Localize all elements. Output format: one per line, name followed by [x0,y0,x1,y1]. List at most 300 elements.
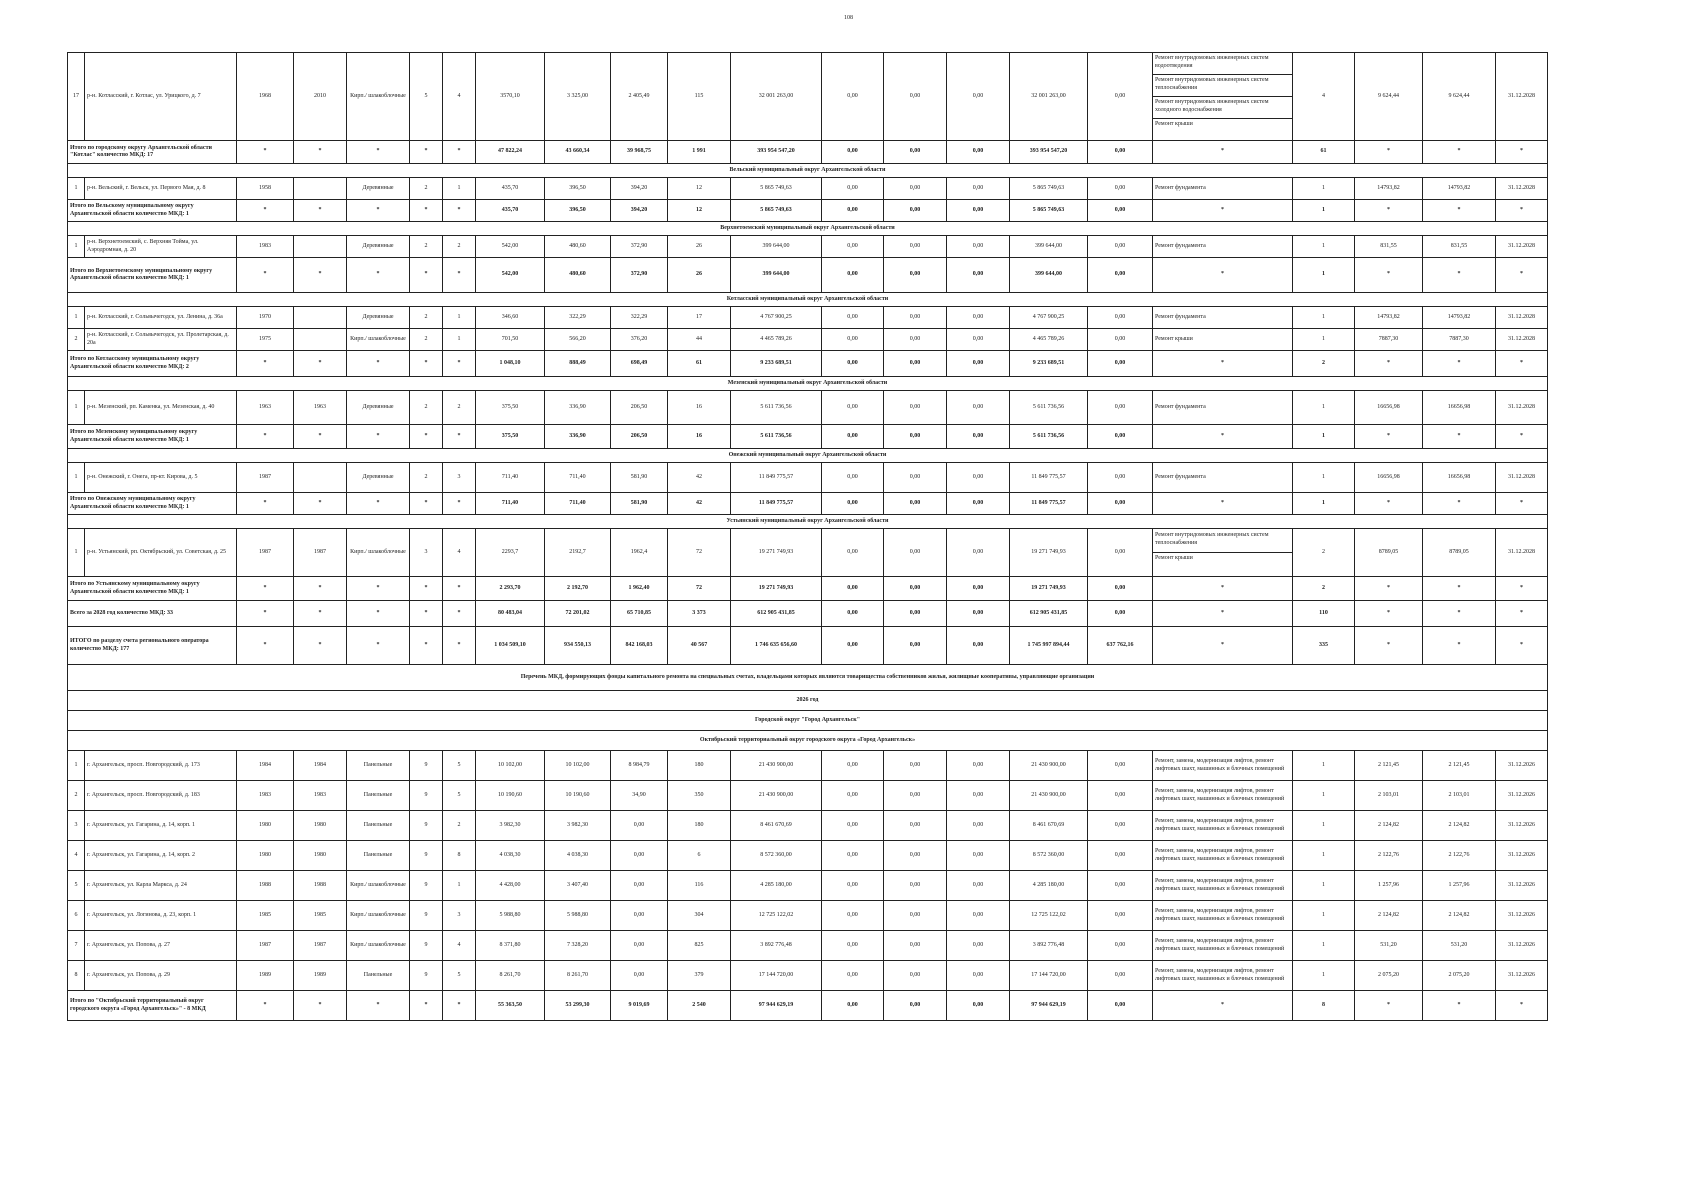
total-f3: 0,00 [947,991,1010,1021]
work-type: Ремонт, замена, модернизация лифтов, ремонт лифтовых шахт, машинных и блочных помещений [1155,788,1285,802]
floors-placeholder: * [410,351,443,377]
fund-local: 0,00 [947,811,1010,841]
total-row [68,493,1548,515]
address: р-н. Устьянский, рп. Октябрьский, ул. Советская, д. 25 [85,529,237,577]
total-f2: 0,00 [884,141,947,164]
works-count: 8 [1293,991,1355,1021]
owners-funds: 11 849 775,57 [1010,463,1088,493]
repair-cost: 32 001 263,00 [731,53,822,141]
floors-placeholder: * [410,601,443,627]
works-placeholder: * [1153,577,1293,601]
section-title: Перечень МКД, формирующих фонды капитального ремонта на специальных счетах, владельцами которых являются товарищества собственников жилья, жилищные кооперативы, управляющие организации [68,665,1548,691]
total-label: Итого по городскому округу Архангельской области "Котлас" количество МКД: 17 [68,141,237,164]
total-label: Всего за 2028 год количество МКД: 33 [68,601,237,627]
max-unit-cost: 16656,98 [1423,391,1496,425]
residents-count: 12 [668,178,731,200]
unit-cost-placeholder: * [1355,200,1423,222]
build-year: 1989 [237,961,294,991]
fund-regional: 0,00 [884,931,947,961]
build-year-placeholder: * [237,601,294,627]
fund-local: 0,00 [947,53,1010,141]
residential-area: 3 982,30 [545,811,611,841]
commission-year: 2010 [294,53,347,141]
fund-local: 0,00 [947,463,1010,493]
private-area: 8 984,79 [611,751,668,781]
table-row [68,871,1548,901]
total-label: Итого по Котласскому муниципальному округу Архангельской области количество МКД: 2 [68,351,237,377]
works-placeholder: * [1153,141,1293,164]
address: г. Архангельск, ул. Попова, д. 27 [85,931,237,961]
residential-area: 7 328,20 [545,931,611,961]
residents-count: 16 [668,391,731,425]
wall-material-placeholder: * [347,141,410,164]
max-unit-cost-placeholder: * [1423,425,1496,449]
row-number: 5 [68,871,85,901]
entrances-placeholder: * [443,627,476,665]
total-f3: 0,00 [947,601,1010,627]
row-number: 1 [68,751,85,781]
total-own: 393 954 547,20 [1010,141,1088,164]
residents-count: 116 [668,871,731,901]
repair-cost: 17 144 720,00 [731,961,822,991]
address: р-н. Онежский, г. Онега, пр-кт. Кирова, д. 5 [85,463,237,493]
deadline: 31.12.2026 [1496,811,1548,841]
total-own: 5 865 749,63 [1010,200,1088,222]
fund-regional: 0,00 [884,751,947,781]
deadline: 31.12.2028 [1496,391,1548,425]
repair-cost: 399 644,00 [731,236,822,258]
other-funds: 0,00 [1088,931,1153,961]
fund-federal: 0,00 [822,463,884,493]
total-a3: 1 962,40 [611,577,668,601]
total-f1: 0,00 [822,493,884,515]
total-f3: 0,00 [947,493,1010,515]
fund-regional: 0,00 [884,391,947,425]
deadline: 31.12.2026 [1496,931,1548,961]
commission-year-placeholder: * [294,200,347,222]
work-type: Ремонт крыши [1155,335,1193,342]
deadline: 31.12.2026 [1496,961,1548,991]
unit-cost-placeholder: * [1355,601,1423,627]
section-title: Мезенский муниципальный округ Архангельской области [68,377,1548,391]
entrances-placeholder: * [443,141,476,164]
total-f1: 0,00 [822,351,884,377]
fund-local: 0,00 [947,781,1010,811]
total-cost: 97 944 629,19 [731,991,822,1021]
fund-regional: 0,00 [884,236,947,258]
owners-funds: 399 644,00 [1010,236,1088,258]
works-count: 1 [1293,871,1355,901]
entrances-placeholder: * [443,577,476,601]
total-label: Итого по Верхнетоемскому муниципальному округу Архангельской области количество МКД: 1 [68,258,237,293]
total-area: 701,50 [476,329,545,351]
total-area: 435,70 [476,178,545,200]
works-count: 1 [1293,200,1355,222]
max-unit-cost: 2 124,82 [1423,811,1496,841]
fund-federal: 0,00 [822,751,884,781]
total-area: 711,40 [476,463,545,493]
unit-cost: 1 257,96 [1355,871,1423,901]
fund-regional: 0,00 [884,781,947,811]
fund-local: 0,00 [947,529,1010,577]
deadline: 31.12.2028 [1496,529,1548,577]
deadline: 31.12.2026 [1496,841,1548,871]
unit-cost-placeholder: * [1355,577,1423,601]
total-label: Итого по Устьянскому муниципальному округу Архангельской области количество МКД: 1 [68,577,237,601]
owners-funds: 5 865 749,63 [1010,178,1088,200]
row-number: 1 [68,307,85,329]
total-a1: 542,00 [476,258,545,293]
total-own: 9 233 689,51 [1010,351,1088,377]
total-a3: 842 168,03 [611,627,668,665]
fund-federal: 0,00 [822,931,884,961]
max-unit-cost-placeholder: * [1423,141,1496,164]
build-year: 1985 [237,901,294,931]
fund-federal: 0,00 [822,841,884,871]
commission-year: 1987 [294,931,347,961]
total-f2: 0,00 [884,200,947,222]
capital-repair-register-table [67,52,1548,1021]
private-area: 394,20 [611,178,668,200]
unit-cost: 7887,30 [1355,329,1423,351]
total-ppl: 2 540 [668,991,731,1021]
fund-regional: 0,00 [884,529,947,577]
build-year-placeholder: * [237,141,294,164]
floors: 9 [410,751,443,781]
table-row [68,307,1548,329]
works-count: 1 [1293,751,1355,781]
residents-count: 17 [668,307,731,329]
total-f3: 0,00 [947,200,1010,222]
row-number: 1 [68,178,85,200]
works-count: 1 [1293,811,1355,841]
commission-year-placeholder: * [294,577,347,601]
unit-cost: 2 121,45 [1355,751,1423,781]
total-row [68,141,1548,164]
wall-material-placeholder: * [347,601,410,627]
residents-count: 44 [668,329,731,351]
work-type: Ремонт, замена, модернизация лифтов, ремонт лифтовых шахт, машинных и блочных помещений [1155,938,1285,952]
section-title: Устьянский муниципальный округ Архангельской области [68,515,1548,529]
owners-funds: 3 892 776,48 [1010,931,1088,961]
fund-local: 0,00 [947,236,1010,258]
residential-area: 336,90 [545,391,611,425]
floors-placeholder: * [410,577,443,601]
repair-cost: 19 271 749,93 [731,529,822,577]
floors: 9 [410,901,443,931]
deadline: 31.12.2028 [1496,53,1548,141]
owners-funds: 32 001 263,00 [1010,53,1088,141]
deadline: 31.12.2028 [1496,307,1548,329]
fund-federal: 0,00 [822,53,884,141]
commission-year-placeholder: * [294,991,347,1021]
entrances-placeholder: * [443,493,476,515]
entrances: 4 [443,529,476,577]
build-year-placeholder: * [237,627,294,665]
address: г. Архангельск, ул. Гагарина, д. 14, корп. 2 [85,841,237,871]
owners-funds: 4 465 789,26 [1010,329,1088,351]
works-cell [1153,391,1293,425]
build-year: 1968 [237,53,294,141]
total-area: 375,50 [476,391,545,425]
private-area: 2 405,49 [611,53,668,141]
wall-material: Панельные [347,751,410,781]
total-f5: 0,00 [1088,200,1153,222]
build-year: 1983 [237,781,294,811]
unit-cost: 8789,05 [1355,529,1423,577]
total-cost: 1 746 635 656,60 [731,627,822,665]
deadline-placeholder: * [1496,493,1548,515]
total-f2: 0,00 [884,493,947,515]
deadline-placeholder: * [1496,601,1548,627]
private-area: 581,90 [611,463,668,493]
section-header-row [68,222,1548,236]
total-f5: 0,00 [1088,258,1153,293]
total-area: 10 190,60 [476,781,545,811]
unit-cost: 14793,82 [1355,178,1423,200]
table-row [68,781,1548,811]
commission-year: 1984 [294,751,347,781]
total-area: 542,00 [476,236,545,258]
total-f5: 0,00 [1088,991,1153,1021]
works-cell [1153,53,1293,141]
residential-area: 5 988,80 [545,901,611,931]
repair-cost: 5 611 736,56 [731,391,822,425]
total-a1: 47 822,24 [476,141,545,164]
private-area: 322,29 [611,307,668,329]
section-header-row [68,449,1548,463]
total-f5: 0,00 [1088,141,1153,164]
total-f2: 0,00 [884,601,947,627]
max-unit-cost: 16656,98 [1423,463,1496,493]
row-number: 4 [68,841,85,871]
total-label: Итого по Онежскому муниципальному округу Архангельской области количество МКД: 1 [68,493,237,515]
wall-material: Деревянные [347,307,410,329]
other-funds: 0,00 [1088,463,1153,493]
address: г. Архангельск, ул. Гагарина, д. 14, корп. 1 [85,811,237,841]
total-f1: 0,00 [822,425,884,449]
wall-material: Кирп./ шлакоблочные [347,931,410,961]
section-title: Верхнетоемский муниципальный округ Архангельской области [68,222,1548,236]
total-f1: 0,00 [822,141,884,164]
total-row [68,577,1548,601]
residential-area: 566,20 [545,329,611,351]
total-cost: 399 644,00 [731,258,822,293]
owners-funds: 12 725 122,02 [1010,901,1088,931]
other-funds: 0,00 [1088,901,1153,931]
row-number: 3 [68,811,85,841]
total-f3: 0,00 [947,577,1010,601]
total-label: Итого по Мезенскому муниципальному округу Архангельской области количество МКД: 1 [68,425,237,449]
total-own: 11 849 775,57 [1010,493,1088,515]
residential-area: 396,50 [545,178,611,200]
max-unit-cost: 2 075,20 [1423,961,1496,991]
unit-cost: 14793,82 [1355,307,1423,329]
commission-year-placeholder: * [294,493,347,515]
section-header-row [68,164,1548,178]
fund-local: 0,00 [947,871,1010,901]
total-a1: 55 363,50 [476,991,545,1021]
page-number: 108 [844,15,853,21]
wall-material-placeholder: * [347,493,410,515]
table-row [68,236,1548,258]
max-unit-cost-placeholder: * [1423,991,1496,1021]
entrances-placeholder: * [443,200,476,222]
work-type: Ремонт, замена, модернизация лифтов, ремонт лифтовых шахт, машинных и блочных помещений [1155,878,1285,892]
max-unit-cost: 2 103,01 [1423,781,1496,811]
owners-funds: 8 572 360,00 [1010,841,1088,871]
total-a2: 43 660,34 [545,141,611,164]
deadline-placeholder: * [1496,258,1548,293]
works-cell [1153,307,1293,329]
other-funds: 0,00 [1088,841,1153,871]
residential-area: 711,40 [545,463,611,493]
total-a3: 372,90 [611,258,668,293]
table-row [68,931,1548,961]
total-ppl: 1 991 [668,141,731,164]
fund-federal: 0,00 [822,781,884,811]
private-area: 0,00 [611,841,668,871]
total-f5: 637 762,16 [1088,627,1153,665]
total-label: Итого по Вельскому муниципальному округу Архангельской области количество МКД: 1 [68,200,237,222]
entrances: 1 [443,871,476,901]
floors: 9 [410,781,443,811]
works-cell [1153,961,1293,991]
max-unit-cost: 531,20 [1423,931,1496,961]
deadline-placeholder: * [1496,627,1548,665]
repair-cost: 21 430 900,00 [731,751,822,781]
address: р-н. Котласский, г. Сольвычегодск, ул. Ленина, д. 36а [85,307,237,329]
work-type: Ремонт крыши [1155,555,1193,561]
fund-local: 0,00 [947,307,1010,329]
work-type: Ремонт, замена, модернизация лифтов, ремонт лифтовых шахт, машинных и блочных помещений [1155,758,1285,772]
total-f2: 0,00 [884,351,947,377]
wall-material: Панельные [347,811,410,841]
section-header-row [68,731,1548,751]
entrances: 4 [443,53,476,141]
entrances: 1 [443,307,476,329]
wall-material-placeholder: * [347,200,410,222]
fund-regional: 0,00 [884,901,947,931]
floors: 9 [410,871,443,901]
work-type: Ремонт, замена, модернизация лифтов, ремонт лифтовых шахт, машинных и блочных помещений [1155,968,1285,982]
address: р-н. Мезенский, рп. Каменка, ул. Мезенская, д. 40 [85,391,237,425]
private-area: 206,50 [611,391,668,425]
works-count: 4 [1293,53,1355,141]
floors-placeholder: * [410,141,443,164]
residential-area: 3 407,40 [545,871,611,901]
commission-year: 1989 [294,961,347,991]
row-number: 7 [68,931,85,961]
total-area: 8 261,70 [476,961,545,991]
total-f1: 0,00 [822,577,884,601]
deadline: 31.12.2026 [1496,871,1548,901]
works-count: 1 [1293,493,1355,515]
other-funds: 0,00 [1088,307,1153,329]
floors: 2 [410,178,443,200]
total-f3: 0,00 [947,258,1010,293]
max-unit-cost: 2 124,82 [1423,901,1496,931]
commission-year: 1980 [294,811,347,841]
works-count: 1 [1293,901,1355,931]
max-unit-cost: 831,55 [1423,236,1496,258]
residents-count: 379 [668,961,731,991]
floors: 9 [410,961,443,991]
build-year-placeholder: * [237,493,294,515]
deadline: 31.12.2028 [1496,329,1548,351]
total-f2: 0,00 [884,258,947,293]
wall-material-placeholder: * [347,425,410,449]
total-f3: 0,00 [947,627,1010,665]
residential-area: 2192,7 [545,529,611,577]
residents-count: 180 [668,811,731,841]
total-row [68,258,1548,293]
total-row [68,351,1548,377]
owners-funds: 17 144 720,00 [1010,961,1088,991]
fund-regional: 0,00 [884,961,947,991]
works-count: 2 [1293,351,1355,377]
residents-count: 180 [668,751,731,781]
wall-material-placeholder: * [347,991,410,1021]
total-own: 399 644,00 [1010,258,1088,293]
max-unit-cost: 1 257,96 [1423,871,1496,901]
floors: 2 [410,391,443,425]
residents-count: 350 [668,781,731,811]
owners-funds: 8 461 670,69 [1010,811,1088,841]
total-ppl: 61 [668,351,731,377]
unit-cost: 2 075,20 [1355,961,1423,991]
build-year-placeholder: * [237,200,294,222]
wall-material: Деревянные [347,236,410,258]
other-funds: 0,00 [1088,811,1153,841]
floors: 2 [410,236,443,258]
total-f2: 0,00 [884,577,947,601]
works-count: 1 [1293,425,1355,449]
total-a2: 53 299,30 [545,991,611,1021]
total-own: 97 944 629,19 [1010,991,1088,1021]
section-title: Онежский муниципальный округ Архангельской области [68,449,1548,463]
total-ppl: 12 [668,200,731,222]
table-row [68,961,1548,991]
total-f1: 0,00 [822,627,884,665]
unit-cost: 531,20 [1355,931,1423,961]
build-year-placeholder: * [237,425,294,449]
fund-local: 0,00 [947,961,1010,991]
unit-cost-placeholder: * [1355,991,1423,1021]
section-header-row [68,711,1548,731]
deadline-placeholder: * [1496,425,1548,449]
repair-cost: 8 461 670,69 [731,811,822,841]
address: г. Архангельск, просп. Новгородский, д. 173 [85,751,237,781]
deadline-placeholder: * [1496,577,1548,601]
works-count: 1 [1293,391,1355,425]
wall-material: Деревянные [347,391,410,425]
total-f1: 0,00 [822,601,884,627]
unit-cost: 2 124,82 [1355,901,1423,931]
build-year-placeholder: * [237,991,294,1021]
other-funds: 0,00 [1088,391,1153,425]
repair-cost: 5 865 749,63 [731,178,822,200]
total-cost: 393 954 547,20 [731,141,822,164]
unit-cost: 9 624,44 [1355,53,1423,141]
table-row [68,841,1548,871]
fund-federal: 0,00 [822,871,884,901]
residents-count: 6 [668,841,731,871]
deadline: 31.12.2026 [1496,781,1548,811]
commission-year-placeholder: * [294,601,347,627]
fund-regional: 0,00 [884,463,947,493]
works-placeholder: * [1153,258,1293,293]
